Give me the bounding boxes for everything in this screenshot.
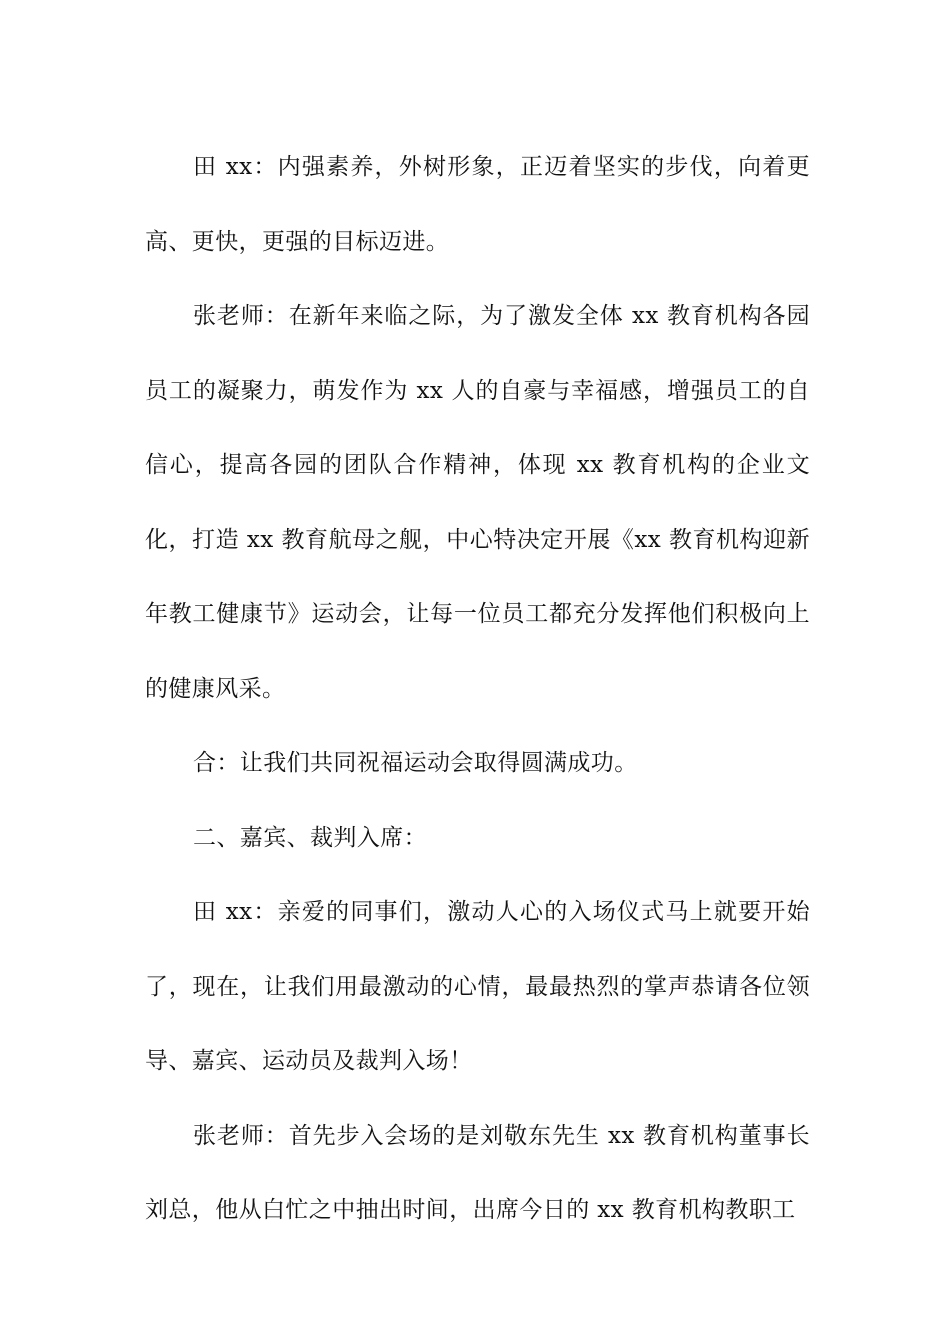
document-body (145, 130, 810, 1248)
section-heading-guests-seated: 二、嘉宾、裁判入席： (193, 824, 427, 851)
paragraph-tian-intro: 田 xx：内强素养，外树形象，正迈着坚实的步伐，向着更高、更快，更强的目标迈进。 (145, 154, 810, 255)
paragraph-together-blessing: 合：让我们共同祝福运动会取得圆满成功。 (193, 750, 638, 776)
paragraph-zhang-purpose: 张老师：在新年来临之际，为了激发全体 xx 教育机构各园员工的凝聚力，萌发作为 xx 人的自豪与幸福感，增强员工的自信心，提高各园的团队合作精神，体现 xx 教育机构的企业文化，打造 xx 教育航母之舰，中心特决定开展《xx 教育机构迎新年教工健康节》运动会，让每一位员工都充分发挥他们积极向上的健康风采。 (145, 303, 810, 702)
paragraph-tian-entrance: 田 xx：亲爱的同事们，激动人心的入场仪式马上就要开始了，现在，让我们用最激动的心情，最最热烈的掌声恭请各位领导、嘉宾、运动员及裁判入场！ (145, 899, 810, 1074)
paragraph-zhang-chairman: 张老师：首先步入会场的是刘敬东先生 xx 教育机构董事长刘总，他从白忙之中抽出时间，出席今日的 xx 教育机构教职工 (145, 1122, 810, 1223)
